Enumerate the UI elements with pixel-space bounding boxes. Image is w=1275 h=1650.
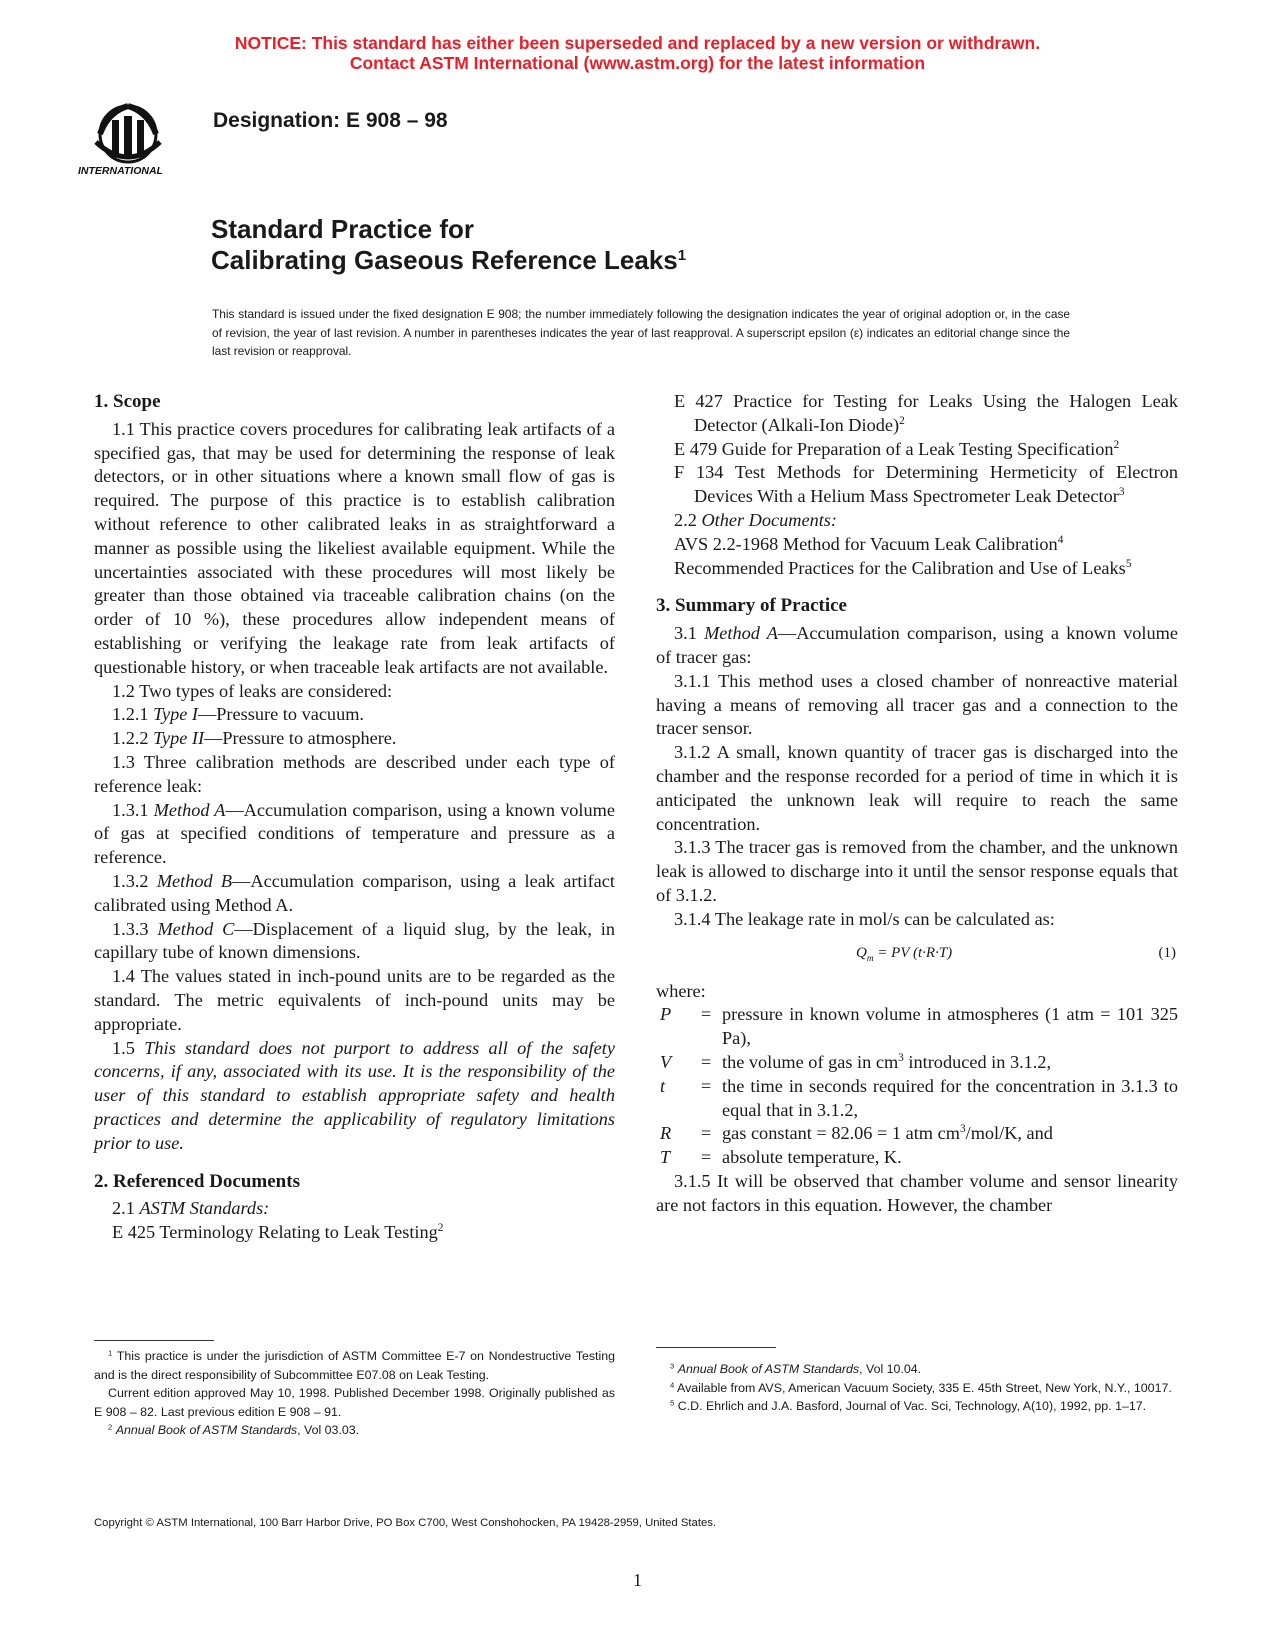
para-emphasis: This standard does not purport to address all of the safety concerns, if any, associated with its use. It is the responsibility of the user of this standard to establish appropriate safety and health practices and determine the applicability of regulatory limitations prior to use. — [94, 1037, 615, 1153]
notice-line-1: NOTICE: This standard has either been superseded and replaced by a new version or withdrawn. — [234, 33, 1041, 53]
para-text: —Displacement of a liquid slug, by the leak, in capillary tube of known dimensions. — [94, 918, 615, 963]
equals-sign: = — [700, 1004, 712, 1025]
footnote-rule — [94, 1340, 214, 1341]
def-superscript: 3 — [898, 1052, 904, 1065]
para-number: 2.1 — [112, 1198, 135, 1219]
para-3-1-5: 3.1.5 It will be observed that chamber volume and sensor linearity are not factors in this equation. However, the chamber — [656, 1170, 1178, 1215]
para-3-1-1: 3.1.1 This method uses a closed chamber of nonreactive material having a means of removing all tracer gas and a connection to the tracer sensor. — [656, 670, 1178, 739]
def-part: introduced in 3.1.2, — [903, 1051, 1052, 1072]
ref-e425 — [112, 1221, 615, 1245]
para-emphasis: Type I — [153, 704, 198, 725]
footnote-3 — [656, 1360, 1178, 1379]
equals-sign: = — [700, 1075, 712, 1096]
footnote-text: , Vol 03.03. — [297, 1423, 360, 1437]
logo-wordmark: INTERNATIONAL — [78, 165, 163, 177]
equals-sign: = — [700, 1147, 712, 1168]
para-emphasis: Method A — [153, 799, 226, 820]
footnote-list — [656, 1360, 1178, 1416]
footnote-rule — [656, 1347, 776, 1348]
withdrawal-notice — [0, 33, 1275, 73]
document-title — [211, 214, 686, 276]
eq-lhs: Q — [856, 944, 867, 961]
para-number: 1.3.1 — [112, 799, 149, 820]
title-footnote-ref: 1 — [677, 247, 687, 264]
def-superscript: 3 — [959, 1123, 966, 1136]
para-3-1 — [656, 622, 1178, 670]
para-text: —Accumulation comparison, using a known volume of tracer gas: — [656, 623, 1178, 667]
equals-sign: = — [700, 1123, 712, 1144]
variable-symbol: V — [660, 1051, 672, 1072]
ref-text: AVS 2.2-1968 Method for Vacuum Leak Calibration — [674, 533, 1058, 554]
para-1-2-2 — [94, 727, 615, 751]
equation-1 — [656, 936, 1178, 972]
copyright-line: Copyright © ASTM International, 100 Barr Harbor Drive, PO Box C700, West Conshohocken, PA 19428-2959, United States. — [94, 1517, 717, 1529]
def-part: the volume of gas in cm — [722, 1051, 899, 1072]
para-text: —Accumulation comparison, using a leak artifact calibrated using Method A. — [94, 870, 615, 915]
footnote-ref: 4 — [1057, 533, 1064, 546]
footnote-1 — [94, 1347, 615, 1384]
astm-logo-icon — [78, 102, 198, 182]
para-1-1: 1.1 This practice covers procedures for calibrating leak artifacts of a specified gas, that may be used for determining the response of leak detectors, or in other situations where a known small flow of gas is required. The purpose of this practice is to establish calibration without reference to other calibrated leaks in as straightforward a manner as possible using the likeliest available equipment. While the uncertainties associated with these procedures will most likely be greater than those obtained via traceable calibration chains (on the order of 10 %), these procedures allow independent means of establishing or verifying the leakage rate from leak artifacts of questionable history, or when traceable leak artifacts are not available. — [94, 418, 615, 677]
variable-definition: the time in seconds required for the concentration in 3.1.3 to equal that in 3.1.2, — [722, 1075, 1178, 1120]
footnote-ref: 5 — [1125, 557, 1132, 570]
footnote-4 — [656, 1379, 1178, 1398]
footnote-ref: 2 — [899, 415, 905, 427]
para-1-5 — [94, 1037, 615, 1156]
para-emphasis: Method A — [704, 623, 778, 644]
para-emphasis: ASTM Standards: — [139, 1198, 270, 1219]
left-column — [94, 390, 615, 1245]
para-emphasis: Method B — [156, 870, 233, 891]
variable-row — [656, 1075, 1178, 1123]
footnote-text: C.D. Ehrlich and J.A. Basford, Journal of Vac. Sci, Technology, A(10), 1992, pp. 1–17. — [677, 1399, 1147, 1413]
variable-symbol: t — [660, 1075, 666, 1096]
right-column — [656, 390, 1178, 1218]
para-2-1 — [94, 1197, 615, 1221]
footnote-text: , Vol 10.04. — [859, 1362, 922, 1376]
footnote-marker: 1 — [108, 1348, 113, 1358]
ref-text: E 425 Terminology Relating to Leak Testing — [112, 1222, 438, 1243]
variable-symbol: T — [660, 1147, 671, 1168]
variable-row — [656, 1122, 1178, 1146]
ref-e479 — [674, 438, 1178, 462]
ref-text: E 427 Practice for Testing for Leaks Using the Halogen Leak Detector (Alkali-Ion Diode) — [674, 391, 1178, 435]
para-number: 2.2 — [674, 509, 697, 530]
para-text: —Pressure to vacuum. — [197, 704, 365, 725]
ref-text: E 479 Guide for Preparation of a Leak Testing Specification — [674, 438, 1114, 459]
para-number: 1.2.1 — [112, 704, 149, 725]
footnote-marker: 5 — [670, 1398, 675, 1408]
variable-symbol: P — [660, 1004, 672, 1025]
para-1-3-3 — [94, 918, 615, 966]
para-1-3: 1.3 Three calibration methods are described under each type of reference leak: — [94, 751, 615, 796]
def-part: /mol/K, and — [965, 1123, 1053, 1144]
designation: Designation: E 908 – 98 — [213, 109, 448, 132]
notice-line-2: Contact ASTM International (www.astm.org) for the latest information — [349, 53, 926, 73]
ref-avs — [674, 533, 1178, 557]
section-1-heading: 1. Scope — [94, 391, 161, 412]
variable-row — [656, 1146, 1178, 1170]
ref-e427 — [674, 390, 1178, 438]
para-1-3-2 — [94, 870, 615, 918]
title-line-1: Standard Practice for — [211, 214, 474, 244]
ref-text: F 134 Test Methods for Determining Hermeticity of Electron Devices With a Helium Mass Spectrometer Leak Detector — [674, 462, 1178, 507]
equation-formula — [856, 942, 952, 966]
para-1-3-1 — [94, 799, 615, 870]
para-emphasis: Method C — [157, 918, 235, 939]
para-text: —Accumulation comparison, using a known volume of gas at specified conditions of temperature and pressure as a reference. — [94, 799, 615, 868]
eq-rhs: = PV (t·R·T) — [877, 944, 953, 961]
para-text: —Pressure to atmosphere. — [204, 728, 397, 749]
para-number: 1.2.2 — [112, 728, 149, 749]
footnote-ref: 3 — [1118, 486, 1125, 499]
footnotes-right — [656, 1347, 1178, 1416]
def-part: gas constant = 82.06 = 1 atm cm — [722, 1123, 960, 1144]
para-1-2-1 — [94, 703, 615, 727]
footnote-marker: 2 — [108, 1422, 113, 1432]
title-line-2 — [211, 245, 686, 276]
footnote-text: Available from AVS, American Vacuum Society, 335 E. 45th Street, New York, N.Y., 10017. — [677, 1380, 1172, 1395]
para-3-1-2: 3.1.2 A small, known quantity of tracer gas is discharged into the chamber and the response recorded for a period of time in which it is anticipated the unknown leak will require to reach the same concentration. — [656, 742, 1178, 834]
footnote-list — [94, 1347, 615, 1440]
footnote-5 — [656, 1397, 1178, 1416]
para-number: 1.5 — [112, 1037, 135, 1058]
para-emphasis: Type II — [153, 728, 205, 749]
ref-recommended-practices — [674, 557, 1178, 581]
equation-number: (1) — [1158, 944, 1176, 961]
footnote-emphasis: Annual Book of ASTM Standards — [115, 1423, 298, 1437]
ref-f134 — [674, 461, 1178, 509]
title-main: Calibrating Gaseous Reference Leaks — [211, 245, 678, 275]
variable-symbol: R — [660, 1123, 672, 1144]
para-3-1-4: 3.1.4 The leakage rate in mol/s can be calculated as: — [674, 908, 1055, 929]
ref-text: Recommended Practices for the Calibration and Use of Leaks — [674, 557, 1126, 578]
astm-logo — [78, 102, 198, 182]
footnote-text: This practice is under the jurisdiction of ASTM Committee E-7 on Nondestructive Testing and is the direct responsibility of Subcommittee E07.08 on Leak Testing. — [94, 1349, 616, 1382]
footnote-emphasis: Annual Book of ASTM Standards — [677, 1362, 860, 1376]
para-3-1-3: 3.1.3 The tracer gas is removed from the chamber, and the unknown leak is allowed to discharge into it until the sensor response equals that of 3.1.2. — [656, 837, 1178, 905]
para-1-2: 1.2 Two types of leaks are considered: — [112, 680, 393, 701]
footnotes-left — [94, 1340, 615, 1440]
para-number: 1.3.2 — [112, 870, 149, 891]
para-emphasis: Other Documents: — [701, 509, 837, 530]
variable-definition: pressure in known volume in atmospheres (1 atm = 101 325 Pa), — [722, 1004, 1178, 1049]
variable-definition — [722, 1122, 1178, 1146]
equals-sign: = — [700, 1051, 712, 1072]
para-number: 3.1 — [674, 623, 697, 644]
variable-row — [656, 1003, 1178, 1051]
footnote-marker: 3 — [670, 1361, 675, 1371]
eq-subscript: m — [866, 953, 874, 964]
footnote-ref: 2 — [437, 1222, 444, 1235]
para-2-2 — [656, 509, 1178, 533]
section-2-heading: 2. Referenced Documents — [94, 1170, 300, 1192]
page-number: 1 — [633, 1570, 642, 1590]
where-label: where: — [656, 980, 706, 1001]
footnote-ref: 2 — [1113, 438, 1120, 451]
variable-definition — [722, 1051, 1178, 1075]
para-1-4: 1.4 The values stated in inch-pound units are to be regarded as the standard. The metric equivalents of inch-pound units may be appropriate. — [94, 966, 615, 1034]
footnote-2 — [94, 1421, 615, 1440]
variable-definition: absolute temperature, K. — [722, 1147, 902, 1168]
section-3-heading: 3. Summary of Practice — [656, 595, 847, 617]
issuance-note: This standard is issued under the fixed designation E 908; the number immediately following the designation indicates the year of original adoption or, in the case of revision, the year of last revision. A number in parentheses indicates the year of last reapproval. A superscript epsilon (ε) indicates an editorial change since the last revision or reapproval. — [212, 307, 1070, 358]
footnote-1-edition: Current edition approved May 10, 1998. Published December 1998. Originally published as E 908 – 82. Last previous edition E 908 – 91. — [94, 1386, 615, 1419]
para-number: 1.3.3 — [112, 918, 149, 939]
variable-row — [656, 1051, 1178, 1075]
footnote-marker: 4 — [670, 1379, 675, 1389]
